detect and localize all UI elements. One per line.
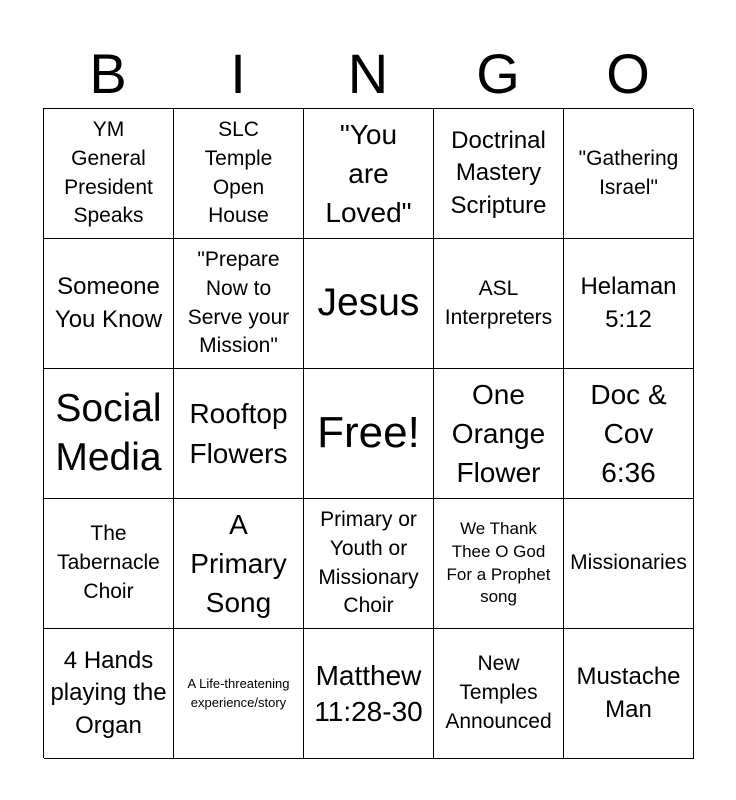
header-letter-o: O [606,42,650,105]
bingo-cell[interactable] [564,369,694,499]
bingo-cell[interactable] [174,109,304,239]
free-space-cell[interactable] [304,369,434,499]
cell-text: "Gathering Israel" [578,146,679,199]
cell-text: Someone You Know [54,273,163,333]
cell-text: "You are Loved" [325,118,412,229]
bingo-board [43,108,693,758]
cell-text: Rooftop Flowers [189,398,288,469]
bingo-cell[interactable] [44,499,174,629]
cell-text: SLC Temple Open House [204,117,273,228]
cell-text: 4 Hands playing the Organ [50,646,167,739]
bingo-cell[interactable] [174,499,304,629]
bingo-cell[interactable] [304,629,434,759]
cell-text: Primary or Youth or Missionary Choir [318,507,419,618]
bingo-header [43,40,693,108]
bingo-cell[interactable] [174,369,304,499]
bingo-cell[interactable] [174,629,304,759]
cell-text: We Thank Thee O God For a Prophet song [446,518,551,607]
cell-text: Free! [317,408,420,458]
bingo-cell[interactable] [564,499,694,629]
bingo-cell[interactable] [434,369,564,499]
bingo-cell[interactable] [44,369,174,499]
cell-text: Jesus [317,281,420,325]
bingo-cell[interactable] [304,109,434,239]
bingo-cell[interactable] [44,109,174,239]
bingo-cell[interactable] [564,109,694,239]
cell-text: The Tabernacle Choir [57,522,160,603]
bingo-cell[interactable] [44,239,174,369]
bingo-cell[interactable] [564,239,694,369]
bingo-cell[interactable] [434,499,564,629]
bingo-cell[interactable] [564,629,694,759]
cell-text: A Life-threatening experience/story [187,675,290,710]
cell-text: One Orange Flower [451,378,546,489]
bingo-cell[interactable] [174,239,304,369]
bingo-cell[interactable] [434,629,564,759]
cell-text: New Temples Announced [445,652,552,733]
cell-text: ASL Interpreters [444,276,553,329]
bingo-cell[interactable] [304,499,434,629]
cell-text: "Prepare Now to Serve your Mission" [187,247,290,358]
cell-text: Social Media [55,386,162,479]
bingo-cell[interactable] [304,239,434,369]
bingo-cell[interactable] [434,239,564,369]
cell-text: Doc & Cov 6:36 [590,378,667,489]
cell-text: Missionaries [570,551,687,575]
cell-text: A Primary Song [190,508,287,619]
header-letter-b: B [89,42,127,105]
bingo-cell[interactable] [434,109,564,239]
cell-text: YM General President Speaks [64,117,153,228]
header-letter-i: I [230,42,246,105]
header-letter-g: G [476,42,520,105]
cell-text: Doctrinal Mastery Scripture [450,126,547,219]
header-letter-n: N [347,42,389,105]
bingo-cell[interactable] [44,629,174,759]
cell-text: Mustache Man [576,663,681,723]
cell-text: Helaman 5:12 [580,273,677,333]
cell-text: Matthew 11:28-30 [314,659,423,727]
